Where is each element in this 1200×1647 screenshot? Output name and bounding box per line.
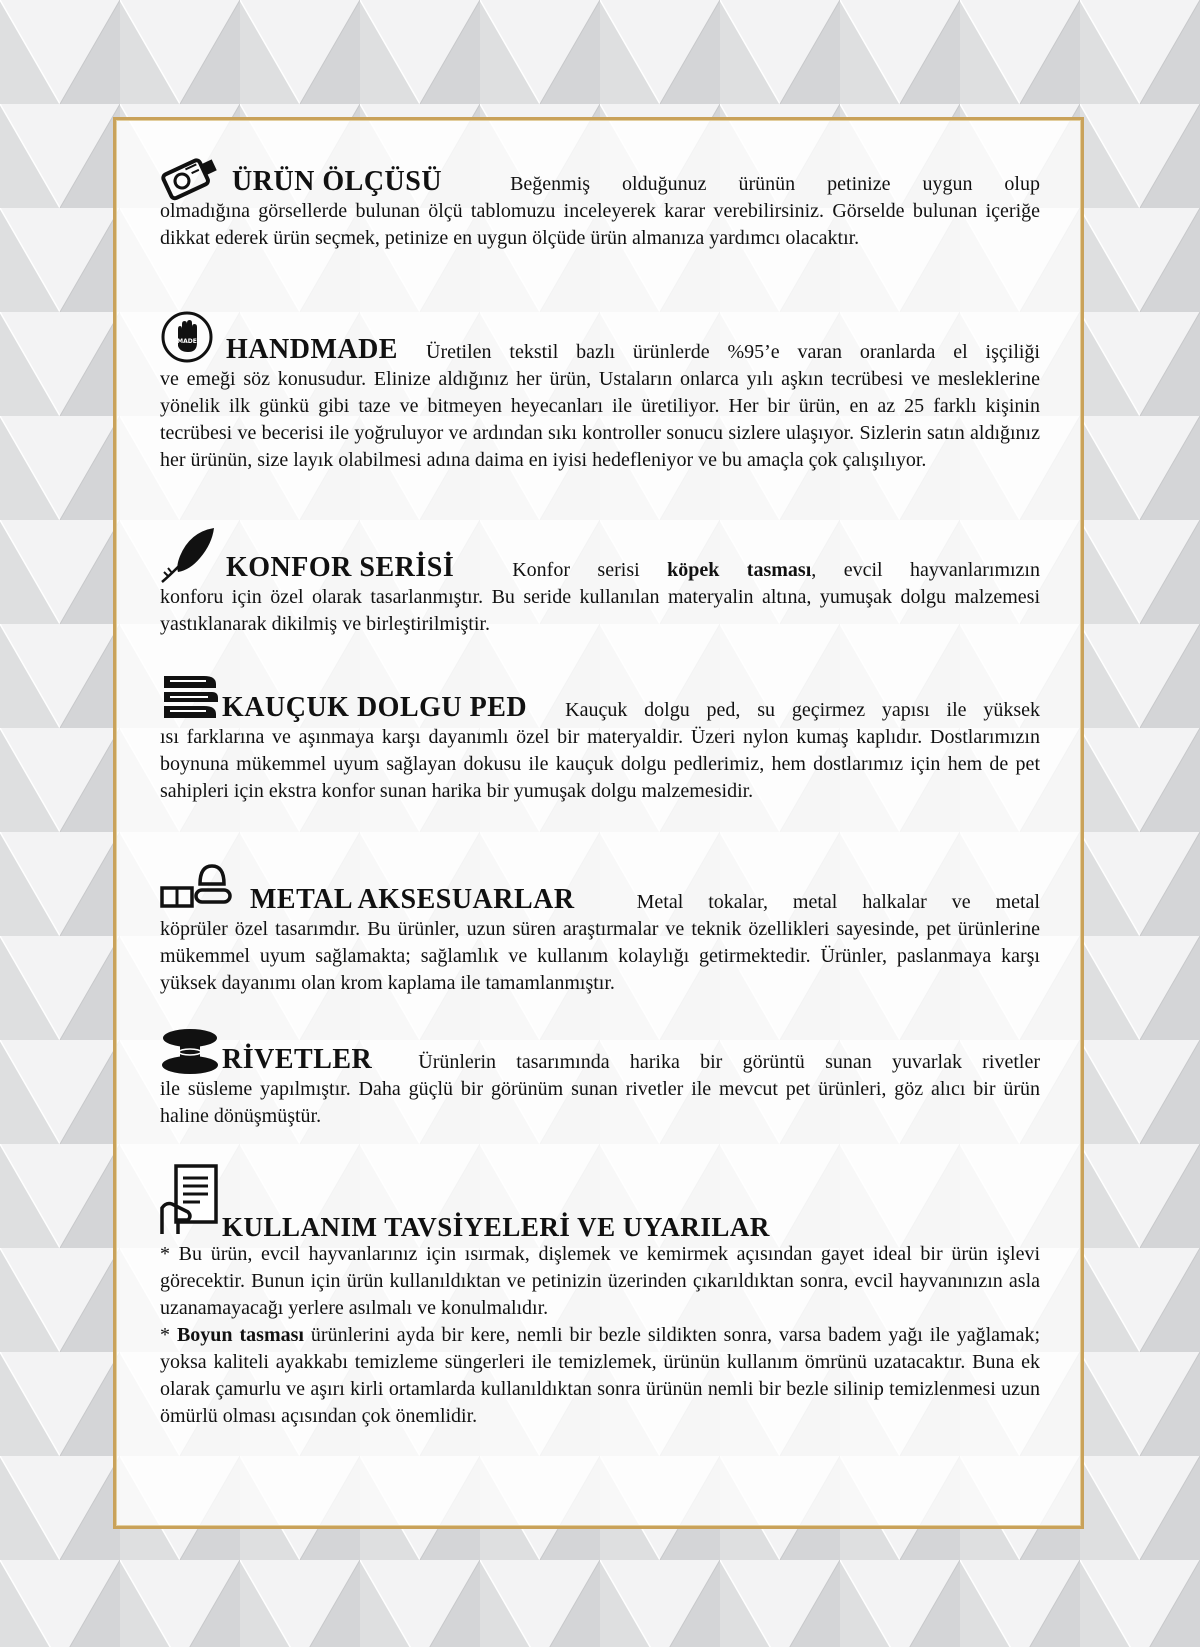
bold-term: köpek tasması [667, 559, 812, 581]
section-lead: Metal tokalar, metal halkalar ve metal [636, 891, 1040, 913]
section-konfor-serisi [160, 526, 1040, 638]
section-title: RİVETLER [222, 1044, 373, 1075]
section-body: ile süsleme yapılmıştır. Daha güçlü bir görünüm sunan rivetler ile mevcut pet ürünleri, göz alıcı bir ürün haline dönüşmüştür. [160, 1078, 1040, 1127]
section-rivetler [160, 1026, 1040, 1130]
section-lead: Ürünlerin tasarımında harika bir görüntü sunan yuvarlak rivetler [418, 1051, 1040, 1073]
section-title: KONFOR SERİSİ [226, 552, 455, 583]
content-frame [113, 117, 1084, 1529]
section-lead: Kauçuk dolgu ped, su geçirmez yapısı ile yüksek [565, 699, 1040, 721]
section-title: METAL AKSESUARLAR [250, 884, 575, 915]
section-lead: Üretilen tekstil bazlı ürünlerde %95’e varan oranlarda el işçiliği [426, 341, 1040, 363]
section-urun-olcusu [160, 154, 1040, 252]
section-body: konforu için özel olarak tasarlanmıştır. Bu seride kullanılan materyalin altına, yumuşak dolgu malzemesi yastıklanarak dikilmiş ve birleştirilmiştir. [160, 586, 1040, 635]
bold-term: Boyun tasması [176, 1324, 304, 1346]
section-kaucuk-dolgu-ped [160, 670, 1040, 805]
section-metal-aksesuarlar [160, 864, 1040, 997]
section-handmade [160, 310, 1040, 474]
warning-paragraph-2: * Boyun tasması ürünlerini ayda bir kere, nemli bir bezle sildikten sonra, varsa badem yağı ile yağlamak; yoksa kaliteli ayakkabı temizleme süngerleri ile temizlemek, ürünün kullanım ömrünü uzatacaktır. Buna ek olarak çamurlu ve aşırı kirli ortamlarda kullanıldıktan sonra ürünün nemli bir bezle silinip temizlenmesi uzun ömürlü olması açısından çok önemlidir. [160, 1324, 1041, 1427]
section-kullanim-tavsiyeleri [160, 1164, 1040, 1430]
section-title: ÜRÜN ÖLÇÜSÜ [232, 166, 443, 197]
svg-text:MADE: MADE [177, 338, 197, 345]
section-lead: Konfor serisi köpek tasması, evcil hayvanlarımızın [512, 559, 1040, 581]
section-title: KULLANIM TAVSİYELERİ VE UYARILAR [222, 1212, 770, 1242]
section-title: HANDMADE [226, 334, 398, 365]
section-body: ısı farklarına ve aşınmaya karşı dayanımlı özel bir materyaldir. Üzeri nylon kumaş kaplıdır. Dostlarımızın boynuna mükemmel uyum sağlayan dokusu ile kauçuk dolgu pedlerimiz, hem dostlarımız için hem de pet sahipleri için ekstra konfor sunan harika bir yumuşak dolgu malzemesidir. [160, 726, 1040, 802]
section-body: olmadığına görsellerde bulunan ölçü tablomuzu inceleyerek karar verebilirsiniz. Görselde bulunan içeriğe dikkat ederek ürün seçmek, petinize en uygun ölçüde ürün almanıza yardımcı olacaktır. [160, 200, 1040, 249]
section-title: KAUÇUK DOLGU PED [222, 692, 528, 723]
warning-paragraph-1: * Bu ürün, evcil hayvanlarınız için ısırmak, dişlemek ve kemirmek açısından gayet ideal bir ürün işlevi görecektir. Bunun için ürün kullanıldıktan ve petinizin üzerinden çıkarıldıktan sonra, evcil hayvanınızın asla uzanamayacağı yerlere asılmalı ve konulmalıdır. [160, 1243, 1040, 1319]
section-lead: Beğenmiş olduğunuz ürünün petinize uygun olup [510, 173, 1040, 195]
section-body: ve emeği söz konusudur. Elinize aldığınız her ürün, Ustaların onlarca yılı aşkın tecrübesi ve mesleklerine yönelik ilk günkü gibi taze ve bitmeyen heyecanları ile üretiliyor. Her bir ürün, en az 25 farklı kişinin tecrübesi ve becerisi ile yoğruluyor ve ardından sıkı kontroller sonucu sizlere ulaşıyor. Sizlerin satın aldığınız her ürünün, size layık olabilmesi adına daima en iyisi hedefleniyor ve bu amaçla çok çalışılıyor. [160, 368, 1040, 471]
section-body: köprüler özel tasarımdır. Bu ürünler, uzun süren araştırmalar ve teknik özellikleri sayesinde, pet ürünlerine mükemmel uyum sağlamakta; sağlamlık ve kullanım kolaylığı getirmektedir. Ürünler, paslanmaya karşı yüksek dayanımı olan krom kaplama ile tamamlanmıştır. [160, 918, 1040, 994]
